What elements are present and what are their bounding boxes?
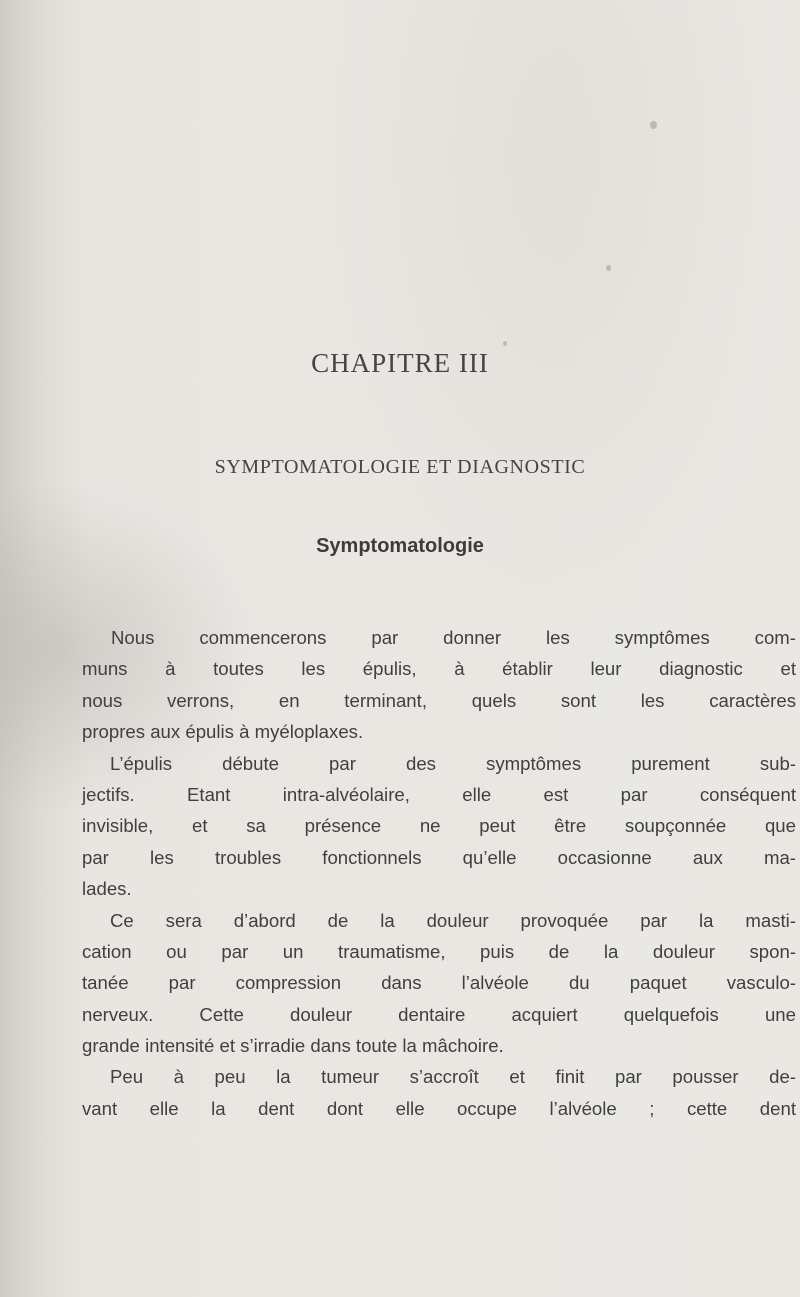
section-heading: Symptomatologie (316, 535, 484, 557)
text-line: par les troubles fonctionnels qu’elle occasionne aux ma- (82, 846, 796, 868)
ink-spot (606, 265, 611, 271)
chapter-title: SYMPTOMATOLOGIE ET DIAGNOSTIC (214, 456, 586, 478)
text-line: Ce sera d’abord de la douleur provoquée par la masti- (110, 909, 796, 931)
text-line: Nous commencerons par donner les symptômes com- (111, 627, 796, 648)
text-line: muns à toutes les épulis, à établir leur diagnostic et (82, 658, 796, 680)
chapter-label: CHAPITRE III (311, 348, 489, 378)
text-line: L’épulis débute par des symptômes purement sub- (110, 752, 796, 774)
ink-spot (650, 121, 657, 129)
body-text (82, 622, 796, 1124)
text-line: nous verrons, en terminant, quels sont les caractères (82, 689, 796, 711)
text-line: cation ou par un traumatisme, puis de la douleur spon- (82, 940, 796, 962)
text-line: nerveux. Cette douleur dentaire acquiert quelquefois une (82, 1003, 796, 1025)
text-line: vant elle la dent dont elle occupe l’alvéole ; cette dent (82, 1097, 796, 1119)
text-line: invisible, et sa présence ne peut être soupçonnée que (82, 815, 796, 837)
text-line: Peu à peu la tumeur s’accroît et finit par pousser de- (110, 1066, 796, 1088)
ink-spot (503, 341, 507, 346)
text-line: tanée par compression dans l’alvéole du paquet vasculo- (82, 972, 796, 994)
text-line: lades. (82, 878, 132, 900)
text-line: jectifs. Etant intra-alvéolaire, elle est par conséquent (82, 783, 796, 805)
text-line: grande intensité et s’irradie dans toute la mâchoire. (82, 1035, 504, 1057)
text-line: propres aux épulis à myéloplaxes. (82, 721, 364, 743)
